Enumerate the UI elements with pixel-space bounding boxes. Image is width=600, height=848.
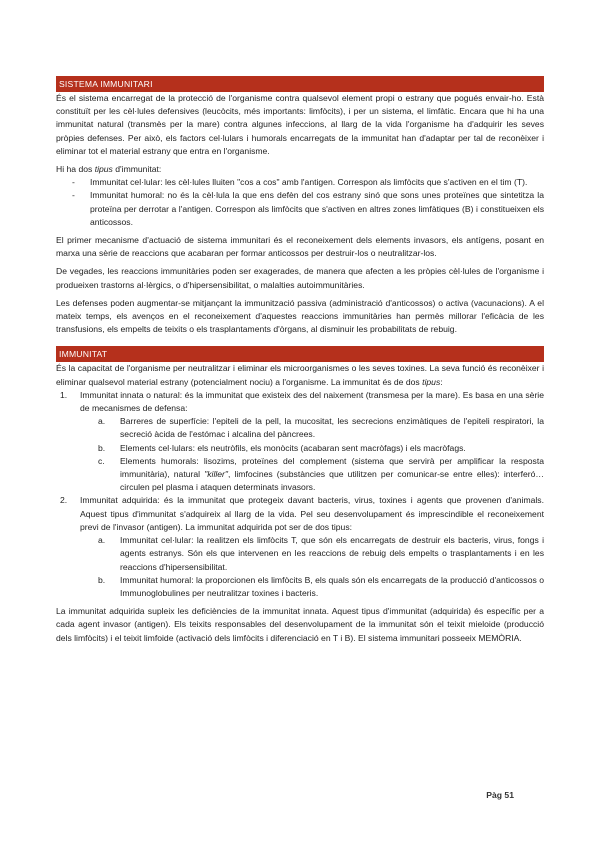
sublist-item-humorals	[98, 455, 544, 495]
sublist-text-post: , limfocines (substàncies que utilitzen per comunicar-se entre elles): interferó…circulen pel plasma i ataquen determinats invasors.	[120, 469, 544, 493]
innata-sublist	[80, 415, 544, 494]
types-intro	[56, 163, 544, 176]
list-item-text: Immunitat adquirida: és la immunitat que protegeix davant bacteris, virus, toxines i agents que provenen d'animals. Aquest tipus d'immunitat s'adquireix al llarg de la vida. Pel seu desenvolupament és imprescindible el reconeixement previ de l'invasor (antigen). La immunitat adquirida pot ser de dos tipus:	[80, 495, 544, 532]
immunitat-closing: La immunitat adquirida supleix les deficiències de la immunitat innata. Aquest tipus d'immunitat (adquirida) és específic per a cada agent invasor (antigen). Els teixits responsables del desenvolupament de la immunitat són el teixit mieloide (producció dels limfòcits) i el teixit limfoide (activació dels limfòcits i diferenciació en T i B). El sistema immunitari posseeix MEMÒRIA.	[56, 606, 544, 643]
immunitat-intro-em: tipus	[422, 376, 441, 387]
sistema-paragraph-3: De vegades, les reaccions immunitàries poden ser exagerades, de manera que afecten a les pròpies cèl·lules de l'organisme i produeixen trastorns al·lèrgics, o d'hipersensibilitat, o malalties autoimmunitàries.	[56, 266, 544, 290]
sublist-text-em: "killer"	[204, 469, 228, 480]
sublist-item-humoral	[98, 574, 544, 600]
list-item-adquirida	[60, 494, 544, 600]
immunitat-intro-pre: És la capacitat de l'organisme per neutralitzar i eliminar els microorganismes o les seves toxines. La seva funció és reconèixer i eliminar qualsevol material estrany (potencialment nociu) a l'organisme. La immunitat és de dos	[56, 363, 544, 387]
sistema-paragraph-4: Les defenses poden augmentar-se mitjançant la immunització passiva (administració d'anticossos) o activa (vacunacions). A el mateix temps, els avenços en el reconeixement d'aquestes reaccions immunitàries han permès millorar l'eficàcia de les transfusions, els empelts de teixits o els trasplantaments d'òrgans, al disminuir les probabilitats de rebuig.	[56, 297, 544, 335]
adquirida-sublist	[80, 534, 544, 600]
sublist-marker: a.	[98, 535, 106, 546]
section-header-sistema-immunitari: SISTEMA IMMUNITARI	[56, 76, 544, 92]
sublist-text: Elements cel·lulars: els neutròfils, els monòcits (acabaran sent macròfags) i els macròfags.	[120, 442, 466, 453]
sublist-text: Immunitat humoral: la proporcionen els limfòcits B, els quals són els encarregats de la producció d'anticossos o Immunoglobulines per neutralitzar toxines i bacteris.	[120, 574, 544, 598]
sublist-item-cellulars	[98, 442, 544, 455]
list-marker: 1.	[60, 389, 68, 400]
sublist-marker: b.	[98, 442, 106, 453]
list-item-innata	[60, 389, 544, 495]
types-intro-em: tipus	[94, 164, 113, 175]
sublist-text: Barreres de superfície: l'epiteli de la pell, la mucositat, les secrecions enzimàtiques de l'epiteli respiratori, la secreció àcida de l'estómac i alcalina del pàncrees.	[120, 416, 544, 440]
list-marker: 2.	[60, 495, 68, 506]
list-item-text: Immunitat innata o natural: és la immunitat que existeix des del naixement (transmesa per la mare). Es basa en una sèrie de mecanismes de defensa:	[80, 389, 544, 414]
sublist-marker: a.	[98, 416, 106, 427]
immunity-types-list	[56, 176, 544, 229]
immunitat-intro	[56, 362, 544, 388]
sistema-paragraph-2: El primer mecanisme d'actuació de sistema immunitari és el reconeixement dels elements invasors, els antígens, posant en marxa una sèrie de reaccions que acabaran per formar anticossos per destruir-los o neutralitzar-los.	[56, 235, 544, 259]
sublist-item-cellular	[98, 534, 544, 574]
list-item-humoral: - Immunitat humoral: no és la cèl·lula la que ens defèn del cos estrany sinó que sons unes proteïnes que sintetitza la proteïna per derrotar a l'antigen. Correspon als limfòcits que s'activen en altres zones limfàtiques (B) i constitueixen els anticossos.	[70, 189, 544, 229]
page-number: Pàg 51	[486, 790, 514, 800]
immunity-numbered-list	[56, 389, 544, 600]
section-header-immunitat: IMMUNITAT	[56, 346, 544, 362]
sublist-item-barreres	[98, 415, 544, 441]
sublist-text-pre: Elements humorals: lisozims, proteïnes del complement (sistema que servirà per amplificar la resposta immunitària), natural	[120, 455, 544, 480]
immunitat-intro-post: :	[440, 376, 443, 387]
sublist-marker: c.	[98, 455, 105, 466]
list-item-cellular: - Immunitat cel·lular: les cèl·lules lluiten "cos a cos" amb l'antigen. Correspon als limfòcits que s'activen en el tim (T).	[70, 176, 544, 189]
sublist-marker: b.	[98, 574, 106, 585]
types-intro-post: d'immunitat:	[112, 164, 162, 175]
page-content	[56, 76, 544, 645]
types-intro-pre: Hi ha dos	[56, 164, 95, 175]
sublist-text: Immunitat cel·lular: la realitzen els limfòcits T, que són els encarregats de destruir els bacteris, virus, fongs i agents estranys. Són els que intervenen en les reaccions de rebuig dels empelts o trasplantaments i en les reaccions d'hipersensibilitat.	[120, 535, 544, 572]
sistema-paragraph-1: És el sistema encarregat de la protecció de l'organisme contra qualsevol element propi o estrany que pogués envair-ho. Està constituït per les cèl·lules defensives (leucòcits, més importants: limfòcits), i per un sistema, el limfàtic. Encara que hi ha una immunitat natural (transmès per la mare) contra algunes infeccions, al llarg de la vida l'organisme ha d'adquirir les seves pròpies defenses. Per això, els factors cel·lulars i humorals encarregats de la immunitat han d'adaptar per tal de reconèixer i eliminar tot el material estrany que entra en l'organisme.	[56, 93, 544, 156]
